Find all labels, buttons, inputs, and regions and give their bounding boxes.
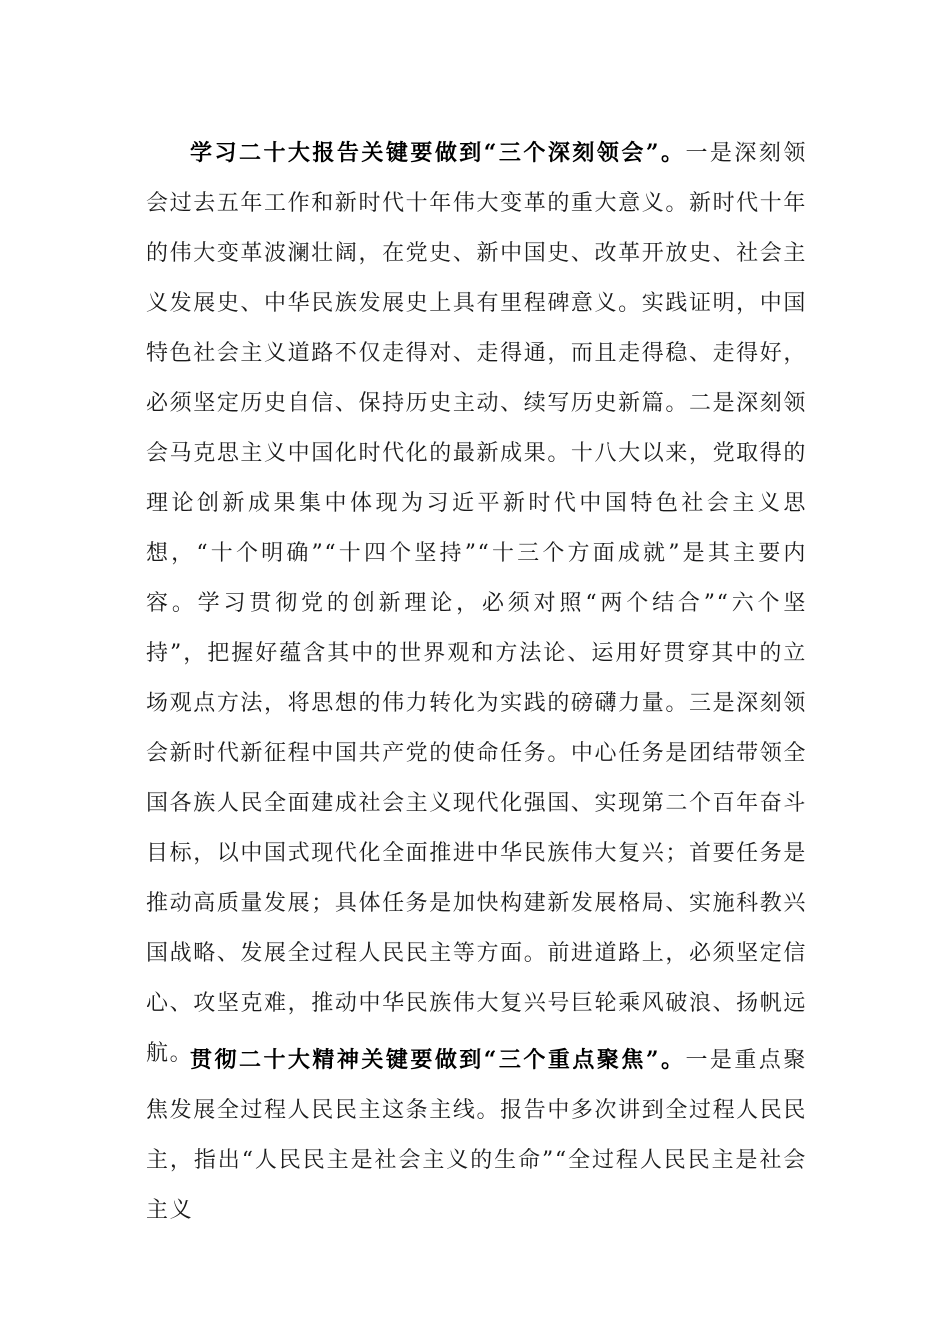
paragraph-heading: 贯彻二十大精神关键要做到“三个重点聚焦”。: [190, 1047, 686, 1073]
paragraph-body: 一是深刻领会过去五年工作和新时代十年伟大变革的重大意义。新时代十年的伟大变革波澜壮阔，在党史、新中国史、改革开放史、社会主义发展史、中华民族发展史上具有里程碑意义。实践证明，中国特色社会主义道路不仅走得对、走得通，而且走得稳、走得好，必须坚定历史自信、保持历史主动、续写历史新篇。二是深刻领会马克思主义中国化时代化的最新成果。十八大以来，党取得的理论创新成果集中体现为习近平新时代中国特色社会主义思想，“十个明确”“十四个坚持”“十三个方面成就”是其主要内容。学习贯彻党的创新理论，必须对照“两个结合”“六个坚持”，把握好蕴含其中的世界观和方法论、运用好贯穿其中的立场观点方法，将思想的伟力转化为实践的磅礴力量。三是深刻领会新时代新征程中国共产党的使命任务。中心任务是团结带领全国各族人民全面建成社会主义现代化强国、实现第二个百年奋斗目标，以中国式现代化全面推进中华民族伟大复兴；首要任务是推动高质量发展；具体任务是加快构建新发展格局、实施科教兴国战略、发展全过程人民民主等方面。前进道路上，必须坚定信心、攻坚克难，推动中华民族伟大复兴号巨轮乘风破浪、扬帆远航。: [146, 141, 807, 1066]
paragraph-study-report: [146, 128, 807, 1079]
paragraph-implement-spirit: [146, 1035, 807, 1236]
paragraph-body: 一是重点聚焦发展全过程人民民主这条主线。报告中多次讲到全过程人民民主，指出“人民民主是社会主义的生命”“全过程人民民主是社会主义: [146, 1048, 807, 1223]
paragraph-heading: 学习二十大报告关键要做到“三个深刻领会”。: [190, 140, 686, 166]
